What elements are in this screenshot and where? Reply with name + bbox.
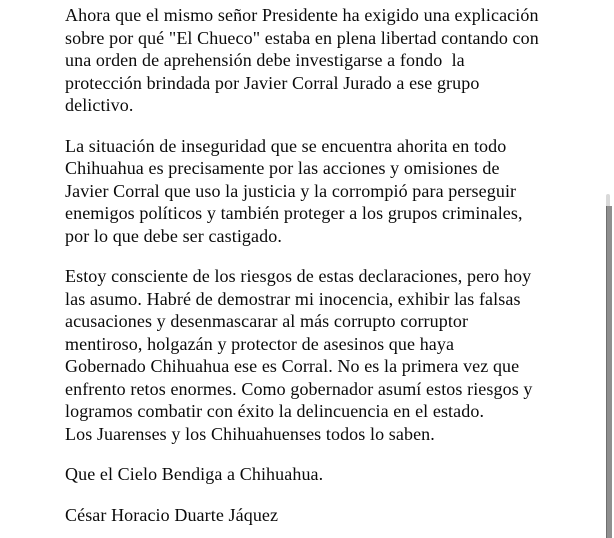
text-line: delictivo. [65,95,134,115]
paragraph-declaration [65,265,564,445]
scrollbar-thumb[interactable] [606,206,612,538]
text-line: acusaciones y desenmascarar al más corrupto corruptor [65,311,469,331]
text-line: La situación de inseguridad que se encuentra ahorita en todo [65,135,507,156]
text-line: por lo que debe ser castigado. [65,225,282,246]
signature-line: César Horacio Duarte Jáquez [65,504,279,525]
scrollbar-cap [606,194,610,206]
text-line: sobre por qué "El Chueco" estaba en plena libertad contando con [65,27,539,48]
paragraph-intro [65,4,564,117]
paragraph-signature [65,504,564,527]
text-line: enemigos políticos y también proteger a los grupos criminales, [65,203,523,223]
paragraph-closing [65,463,564,486]
text-line: Ahora que el mismo señor Presidente ha exigido una explicación [65,5,539,25]
text-line: Chihuahua es precisamente por las acciones y omisiones de [65,158,500,178]
closing-line: Que el Cielo Bendiga a Chihuahua. [65,464,324,484]
text-line: enfrento retos enormes. Como gobernador asumí estos riesgos y [65,378,533,399]
text-line: protección brindada por Javier Corral Jurado a ese grupo [65,72,480,93]
text-line: Javier Corral que uso la justicia y la corrompió para perseguir [65,180,517,201]
text-line: mentiroso, holgazán y protector de asesinos que haya [65,333,455,354]
text-line: las asumo. Habré de demostrar mi inocencia, exhibir las falsas [65,288,521,309]
text-line: Gobernado Chihuahua ese es Corral. No es la primera vez que [65,356,520,376]
text-line: Los Juarenses y los Chihuahuenses todos lo saben. [65,423,435,444]
paragraph-insecurity [65,135,564,248]
text-line: una orden de aprehensión debe investigarse a fondo la [65,50,465,70]
text-line: logramos combatir con éxito la delincuencia en el estado. [65,401,485,421]
text-line: Estoy consciente de los riesgos de estas declaraciones, pero hoy [65,266,532,286]
